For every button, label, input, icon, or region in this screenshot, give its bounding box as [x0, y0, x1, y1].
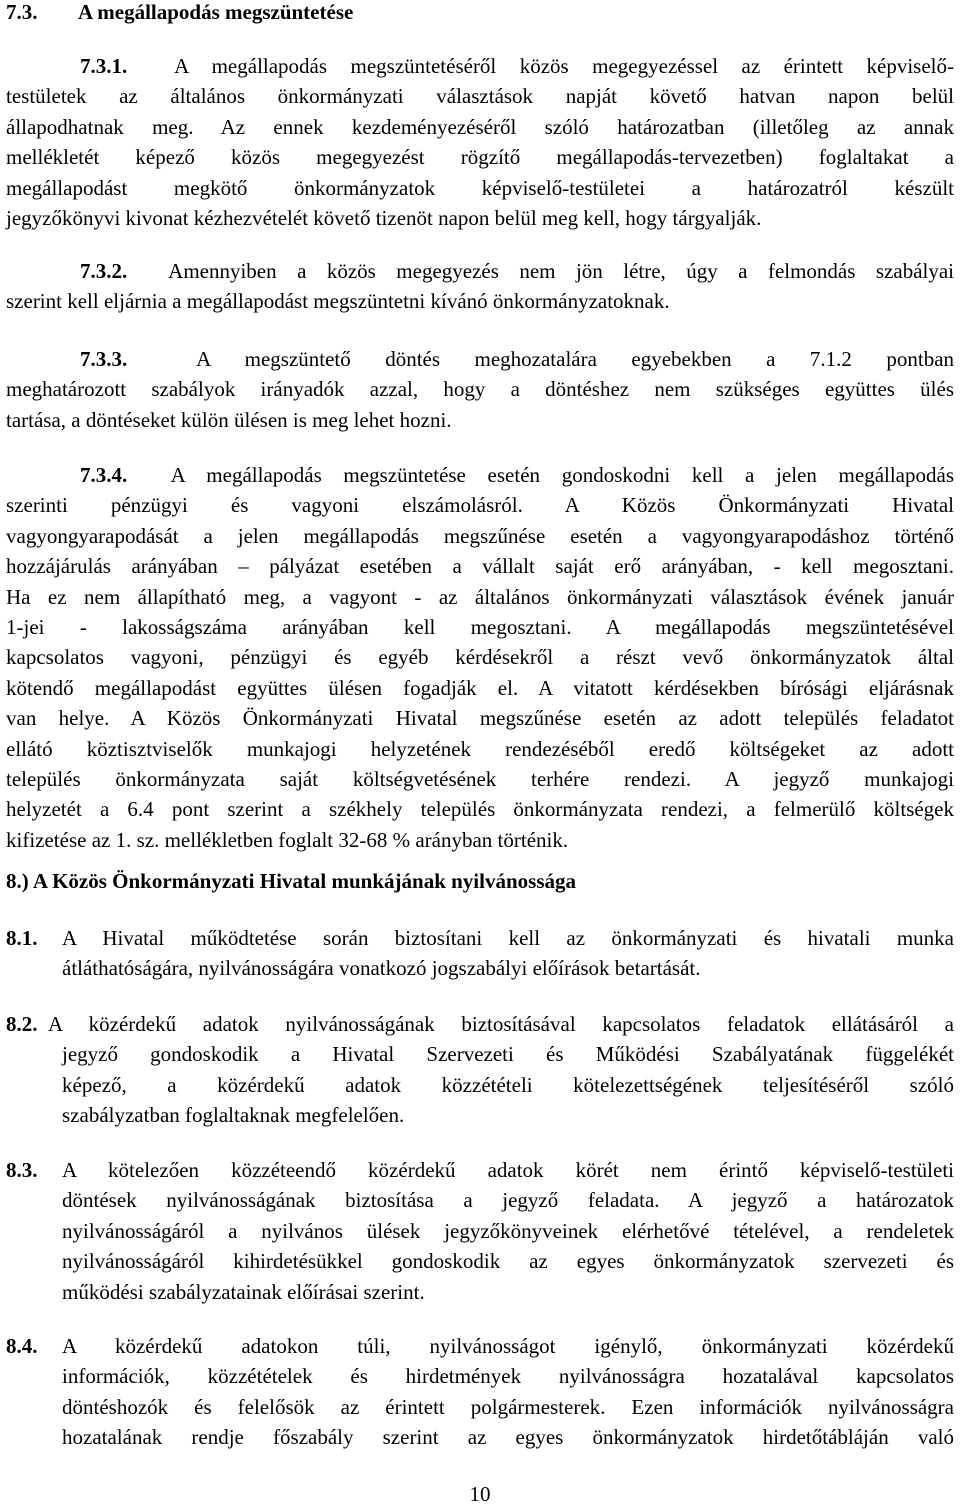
- paragraph-line: A közérdekű adatokon túli, nyilvánosságot igénylő, önkormányzati közérdekű: [62, 1334, 954, 1358]
- paragraph-line: testületek az általános önkormányzati választások napját követő hatvan napon belül: [6, 84, 954, 109]
- paragraph-line: 7.3.2. Amennyiben a közös megegyezés nem jön létre, úgy a felmondás szabályai: [80, 259, 955, 283]
- paragraph-line: kifizetése az 1. sz. mellékletben foglalt 32-68 % arányban történik.: [6, 827, 569, 852]
- paragraph-line: információk, közzétételek és hirdetmények nyilvánosságra hozatalával kapcsolatos: [62, 1364, 954, 1389]
- paragraph-line: A közérdekű adatok nyilvánosságának biztosításával kapcsolatos feladatok ellátásáról a: [48, 1012, 954, 1036]
- paragraph-line: szerint kell eljárnia a megállapodást megszüntetni kívánó önkormányzatoknak.: [6, 289, 670, 314]
- paragraph-number: 7.3.4.: [80, 463, 128, 487]
- paragraph-line: 7.3.4. A megállapodás megszüntetése esetén gondoskodni kell a jelen megállapodás: [80, 463, 954, 487]
- paragraph-line: település önkormányzata saját költségvetésének terhére rendezi. A jegyző munkajogi: [6, 767, 954, 792]
- paragraph-line: jegyzőkönyvi kivonat kézhezvételét követő tizenöt napon belül meg kell, hogy tárgyalják.: [6, 206, 762, 231]
- paragraph-line: van helye. A Közös Önkormányzati Hivatal megszűnése esetén az adott település feladatot: [6, 706, 954, 731]
- paragraph-line: szabályzatban foglaltaknak megfelelően.: [62, 1103, 405, 1128]
- paragraph-line: kötendő megállapodást együttes ülésen fogadják el. A vitatott kérdésekben bírósági eljárásnak: [6, 675, 954, 700]
- paragraph-line: állapodhatnak meg. Az ennek kezdeményezéséről szóló határozatban (illetőleg az annak: [6, 114, 954, 139]
- paragraph-number: 8.3.: [6, 1158, 38, 1182]
- page-number: 10: [469, 1482, 491, 1506]
- paragraph-line: döntések nyilvánosságának biztosítása a jegyző feladata. A jegyző a határozatok: [62, 1188, 954, 1213]
- paragraph-line: szerinti pénzügyi és vagyoni elszámolásról. A Közös Önkormányzati Hivatal: [6, 493, 954, 518]
- paragraph-line: átláthatóságára, nyilvánosságára vonatkozó jogszabályi előírások betartását.: [62, 956, 701, 981]
- paragraph-line: 7.3.3. A megszüntető döntés meghozatalára egyebekben a 7.1.2 pontban: [80, 347, 955, 371]
- paragraph-line: A Hivatal működtetése során biztosítani kell az önkormányzati és hivatali munka: [62, 926, 954, 950]
- paragraph-8-4: [62, 1331, 954, 1453]
- paragraph-line: kapcsolatos vagyoni, pénzügyi és egyéb kérdésekről a részt vevő önkormányzatok által: [6, 645, 954, 670]
- paragraph-7-3-1: [6, 51, 954, 233]
- paragraph-line: 1-jei - lakosságszáma arányában kell megosztani. A megállapodás megszüntetésével: [6, 615, 954, 640]
- paragraph-number: 8.4.: [6, 1334, 38, 1358]
- paragraph-line: képező, a közérdekű adatok közzétételi kötelezettségének teljesítéséről szóló: [62, 1072, 954, 1097]
- section-number: 7.3.: [6, 0, 38, 24]
- paragraph-number: 8.2.: [6, 1012, 38, 1036]
- paragraph-line: vagyongyarapodását a jelen megállapodás megszűnése esetén a vagyongyarapodáshoz történő: [6, 523, 954, 548]
- section-heading: [6, 0, 353, 27]
- paragraph-8-1: [62, 923, 954, 984]
- paragraph-line: hozzájárulás arányában – pályázat esetében a vállalt saját erő arányában, - kell megosztani.: [6, 554, 954, 579]
- paragraph-7-3-3: [6, 344, 954, 435]
- paragraph-number: 7.3.1.: [80, 54, 128, 78]
- paragraph-line: jegyző gondoskodik a Hivatal Szervezeti és Működési Szabályatának függelékét: [62, 1042, 954, 1067]
- paragraph-line: ellátó köztisztviselők munkajogi helyzetének rendezéséből eredő költségeket az adott: [6, 736, 954, 761]
- paragraph-line: döntéshozók és felelősök az érintett polgármesterek. Ezen információk nyilvánosságra: [62, 1394, 954, 1419]
- paragraph-line: A kötelezően közzéteendő közérdekű adatok körét nem érintő képviselő-testületi: [62, 1158, 954, 1182]
- paragraph-7-3-4: [6, 460, 954, 855]
- paragraph-line: tartása, a döntéseket külön ülésen is meg lehet hozni.: [6, 407, 452, 432]
- paragraph-number: 7.3.2.: [80, 259, 128, 283]
- paragraph-line: mellékletét képező közös megegyezést rögzítő megállapodás-tervezetben) foglaltakat a: [6, 145, 954, 170]
- paragraph-line: Ha ez nem állapítható meg, a vagyont - az általános önkormányzati választások évének január: [6, 584, 954, 609]
- paragraph-8-2: [48, 1009, 954, 1131]
- paragraph-line: működési szabályzatainak előírásai szerint.: [62, 1279, 425, 1304]
- paragraph-line: nyilvánosságáról a nyilvános ülések jegyzőkönyveinek elérhetővé tételével, a rendeletek: [62, 1218, 954, 1243]
- section-title: A megállapodás megszüntetése: [78, 0, 354, 24]
- paragraph-8-3: [62, 1155, 954, 1307]
- paragraph-line: hozatalának rendje főszabály szerint az egyes önkormányzatok hirdetőtábláján való: [62, 1425, 954, 1450]
- paragraph-7-3-2: [6, 256, 954, 317]
- paragraph-line: 7.3.1. A megállapodás megszüntetéséről közös megegyezéssel az érintett képviselő-: [80, 54, 954, 78]
- paragraph-line: nyilvánosságáról kihirdetésükkel gondoskodik az egyes önkormányzatok szervezeti és: [62, 1249, 954, 1274]
- paragraph-line: megállapodást megkötő önkormányzatok képviselő-testületei a határozatról készült: [6, 175, 954, 200]
- paragraph-line: helyzetét a 6.4 pont szerint a székhely település önkormányzata rendezi, a felmerülő költségek: [6, 797, 954, 822]
- paragraph-line: meghatározott szabályok irányadók azzal, hogy a döntéshez nem szükséges együttes ülés: [6, 377, 954, 402]
- paragraph-number: 8.1.: [6, 926, 38, 950]
- section-8-heading: 8.) A Közös Önkormányzati Hivatal munkájának nyilvánossága: [6, 869, 577, 893]
- paragraph-number: 7.3.3.: [80, 347, 128, 371]
